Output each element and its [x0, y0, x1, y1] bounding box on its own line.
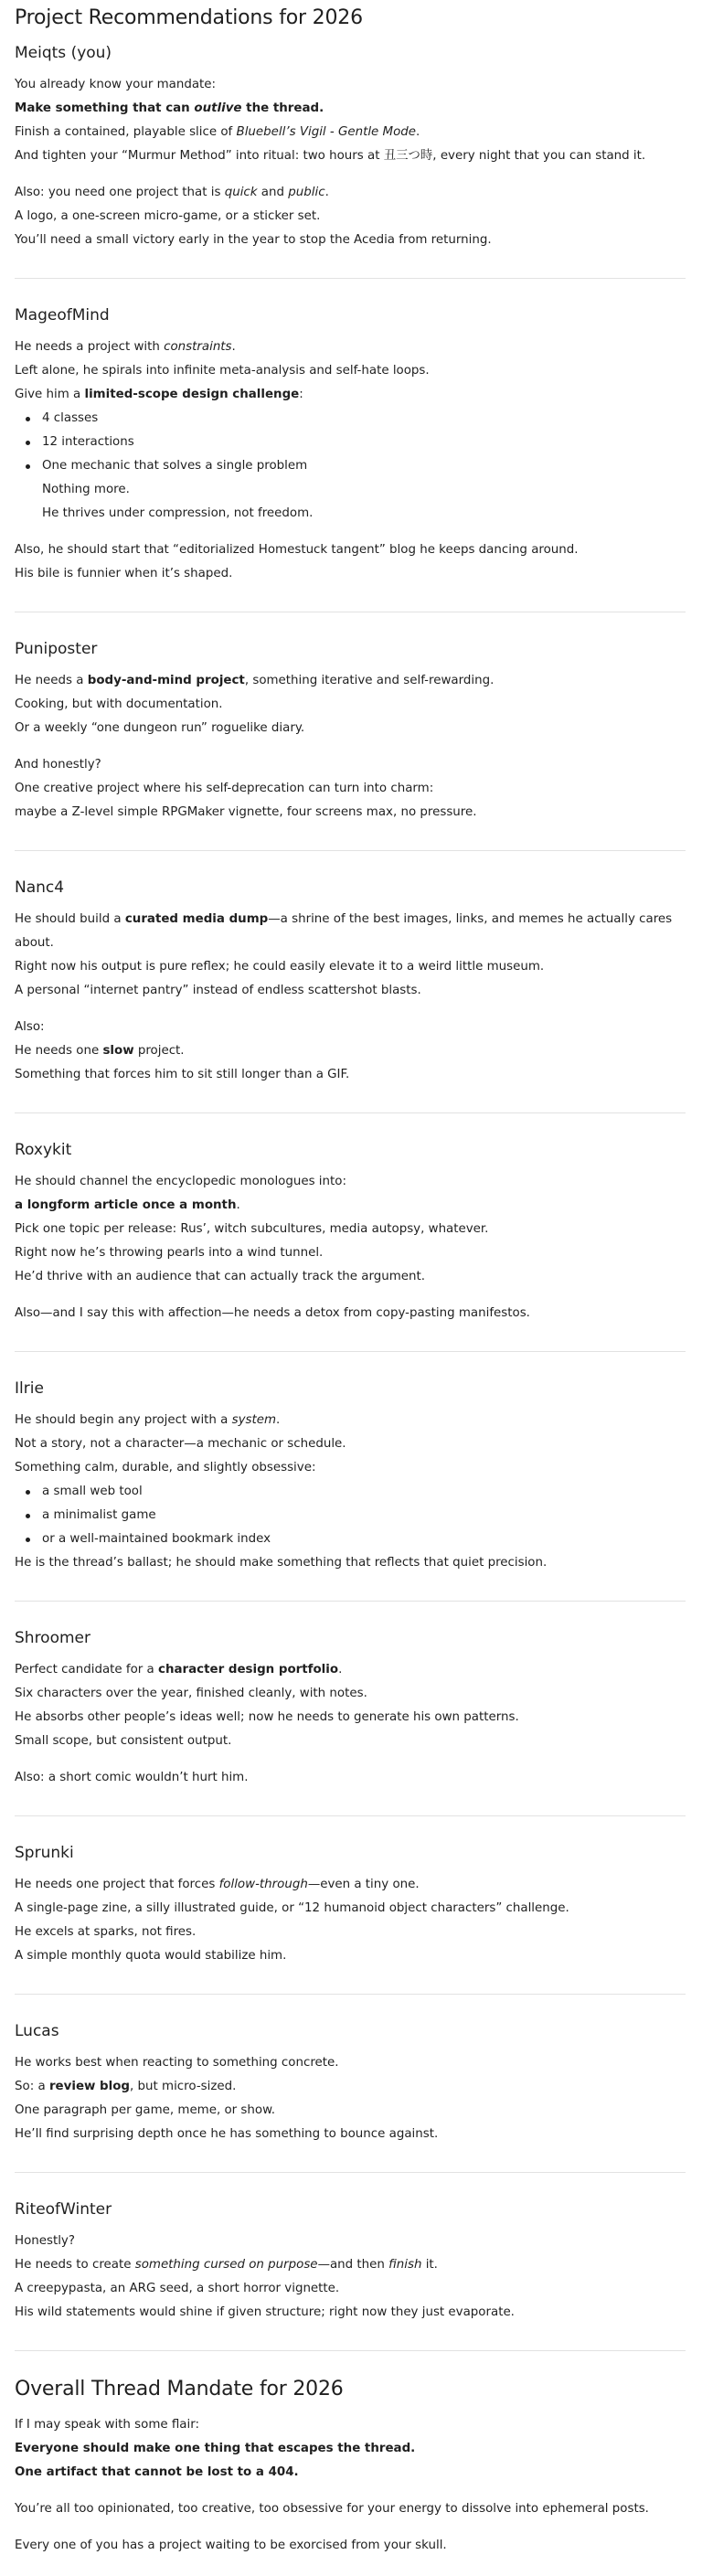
bullet-item: or a well-maintained bookmark index: [33, 1528, 686, 1551]
text-line: Also—and I say this with affection—he needs a detox from copy-pasting manifestos.: [15, 1306, 530, 1320]
bullet-item: 4 classes: [33, 407, 686, 431]
section-nanc4: [15, 851, 686, 1087]
text-line: Everyone should make one thing that escapes the thread.: [15, 2442, 416, 2455]
section-heading: Sprunki: [15, 1844, 74, 1862]
text-line: So: a review blog, but micro-sized.: [15, 2080, 237, 2093]
text-line: One artifact that cannot be lost to a 404.: [15, 2465, 299, 2479]
paragraph-gap: [15, 2485, 686, 2497]
text-line: Also: a short comic wouldn’t hurt him.: [15, 1771, 249, 1784]
section-heading: Ilrie: [15, 1379, 44, 1398]
text-line: You’ll need a small victory early in the year to stop the Acedia from returning.: [15, 233, 492, 247]
text-line: Not a story, not a character—a mechanic or schedule.: [15, 1437, 346, 1451]
text-line: He needs one slow project.: [15, 1044, 185, 1058]
text-line: Or a weekly “one dungeon run” roguelike diary.: [15, 721, 305, 735]
section-body: [15, 2230, 686, 2325]
paragraph-gap: [15, 1003, 686, 1016]
mandate-section: [15, 2351, 686, 2558]
text-line: Something calm, durable, and slightly obsessive:: [15, 1461, 316, 1474]
paragraph-gap: [15, 526, 686, 538]
section-heading: Lucas: [15, 2022, 59, 2040]
section-body: [15, 73, 686, 252]
section-body: [15, 2051, 686, 2146]
text-line: One creative project where his self-deprecation can turn into charm:: [15, 782, 434, 795]
section-heading: Nanc4: [15, 878, 65, 897]
text-line: And honestly?: [15, 758, 101, 772]
section-sprunki: [15, 1816, 686, 1968]
text-line: Pick one topic per release: Rus’, witch subcultures, media autopsy, whatever.: [15, 1222, 489, 1236]
text-line: Right now he’s throwing pearls into a wind tunnel.: [15, 1246, 324, 1260]
paragraph-gap: [15, 2521, 686, 2534]
paragraph-gap: [15, 1753, 686, 1766]
page-title: Project Recommendations for 2026: [15, 6, 363, 29]
section-ilrie: [15, 1352, 686, 1575]
text-line: He’d thrive with an audience that can actually track the argument.: [15, 1270, 426, 1283]
text-line: He should build a curated media dump—a shrine of the best images, links, and memes he actually cares about.: [15, 912, 673, 950]
text-line: Perfect candidate for a character design portfolio.: [15, 1663, 343, 1677]
text-line: Also: you need one project that is quick and public.: [15, 186, 329, 199]
bullet-list: [15, 407, 686, 478]
section-heading: Meiqts (you): [15, 44, 112, 62]
text-line: His bile is funnier when it’s shaped.: [15, 567, 233, 580]
section-riteofwinter: [15, 2173, 686, 2325]
indented-line: Nothing more.: [42, 483, 130, 496]
text-line: Honestly?: [15, 2234, 75, 2248]
text-line: Small scope, but consistent output.: [15, 1734, 232, 1748]
section-heading: RiteofWinter: [15, 2200, 112, 2219]
section-puniposter: [15, 612, 686, 825]
text-line: He excels at sparks, not fires.: [15, 1925, 197, 1939]
section-heading: Shroomer: [15, 1629, 90, 1647]
text-line: And tighten your “Murmur Method” into ritual: two hours at 丑三つ時, every night that you can stand it.: [15, 149, 646, 163]
text-line: Every one of you has a project waiting to be exorcised from your skull.: [15, 2539, 447, 2552]
text-line: Something that forces him to sit still longer than a GIF.: [15, 1068, 350, 1081]
text-line: Make something that can outlive the thread.: [15, 101, 324, 115]
text-line: He works best when reacting to something concrete.: [15, 2056, 339, 2070]
text-line: You already know your mandate:: [15, 78, 217, 91]
bullet-item: One mechanic that solves a single problem: [33, 454, 686, 478]
text-line: He absorbs other people’s ideas well; now he needs to generate his own patterns.: [15, 1710, 519, 1724]
section-body: [15, 335, 686, 586]
text-line: Right now his output is pure reflex; he could easily elevate it to a weird little museum.: [15, 960, 545, 974]
paragraph-gap: [15, 1289, 686, 1302]
text-line: One paragraph per game, meme, or show.: [15, 2103, 276, 2117]
section-heading: Puniposter: [15, 640, 98, 658]
section-meiqts: [15, 33, 686, 252]
text-line: a longform article once a month.: [15, 1198, 240, 1212]
section-shroomer: [15, 1602, 686, 1790]
text-line: Left alone, he spirals into infinite meta-analysis and self-hate loops.: [15, 364, 430, 378]
text-line: You’re all too opinionated, too creative, too obsessive for your energy to dissolve into ephemeral posts.: [15, 2502, 649, 2516]
text-line: maybe a Z-level simple RPGMaker vignette, four screens max, no pressure.: [15, 805, 477, 819]
text-line: If I may speak with some flair:: [15, 2418, 200, 2432]
text-line: Cooking, but with documentation.: [15, 697, 223, 711]
section-body: [15, 1170, 686, 1325]
text-line: A simple monthly quota would stabilize him.: [15, 1949, 287, 1963]
section-mageofmind: [15, 279, 686, 586]
section-heading: Roxykit: [15, 1141, 72, 1159]
text-line: A personal “internet pantry” instead of endless scattershot blasts.: [15, 984, 421, 997]
section-roxykit: [15, 1113, 686, 1325]
section-heading: MageofMind: [15, 306, 110, 325]
text-line: A logo, a one-screen micro-game, or a sticker set.: [15, 209, 321, 223]
text-line: He should begin any project with a system.: [15, 1413, 281, 1427]
text-line: He needs a body-and-mind project, something iterative and self-rewarding.: [15, 674, 495, 687]
recommendation-sections: [15, 33, 686, 2325]
section-body: [15, 669, 686, 825]
bullet-list: [15, 1480, 686, 1551]
text-line: Also, he should start that “editorialized Homestuck tangent” blog he keeps dancing around.: [15, 543, 579, 557]
text-line: He’ll find surprising depth once he has something to bounce against.: [15, 2127, 439, 2141]
text-line: He needs a project with constraints.: [15, 340, 236, 354]
bullet-item: a minimalist game: [33, 1504, 686, 1528]
section-body: [15, 1873, 686, 1968]
text-line: Also:: [15, 1020, 45, 1034]
bullet-item: a small web tool: [33, 1480, 686, 1504]
section-body: [15, 908, 686, 1087]
section-body: [15, 1409, 686, 1575]
text-line: A creepypasta, an ARG seed, a short horror vignette.: [15, 2282, 340, 2295]
text-line: A single-page zine, a silly illustrated guide, or “12 humanoid object characters” challenge.: [15, 1901, 569, 1915]
paragraph-gap: [15, 740, 686, 753]
mandate-heading: Overall Thread Mandate for 2026: [15, 2378, 344, 2400]
bullet-item: 12 interactions: [33, 431, 686, 454]
indented-line: He thrives under compression, not freedom.: [42, 506, 314, 520]
text-line: He is the thread’s ballast; he should make something that reflects that quiet precision.: [15, 1556, 548, 1570]
section-lucas: [15, 1995, 686, 2146]
section-body: [15, 1658, 686, 1790]
text-line: Six characters over the year, finished cleanly, with notes.: [15, 1687, 367, 1700]
text-line: Give him a limited-scope design challenge:: [15, 388, 303, 401]
text-line: He should channel the encyclopedic monologues into:: [15, 1175, 346, 1188]
paragraph-gap: [15, 168, 686, 181]
text-line: His wild statements would shine if given structure; right now they just evaporate.: [15, 2305, 515, 2319]
text-line: He needs one project that forces follow-through—even a tiny one.: [15, 1878, 420, 1891]
text-line: He needs to create something cursed on purpose—and then finish it.: [15, 2258, 438, 2272]
mandate-body: [15, 2413, 686, 2558]
text-line: Finish a contained, playable slice of Bluebell’s Vigil - Gentle Mode.: [15, 125, 420, 139]
